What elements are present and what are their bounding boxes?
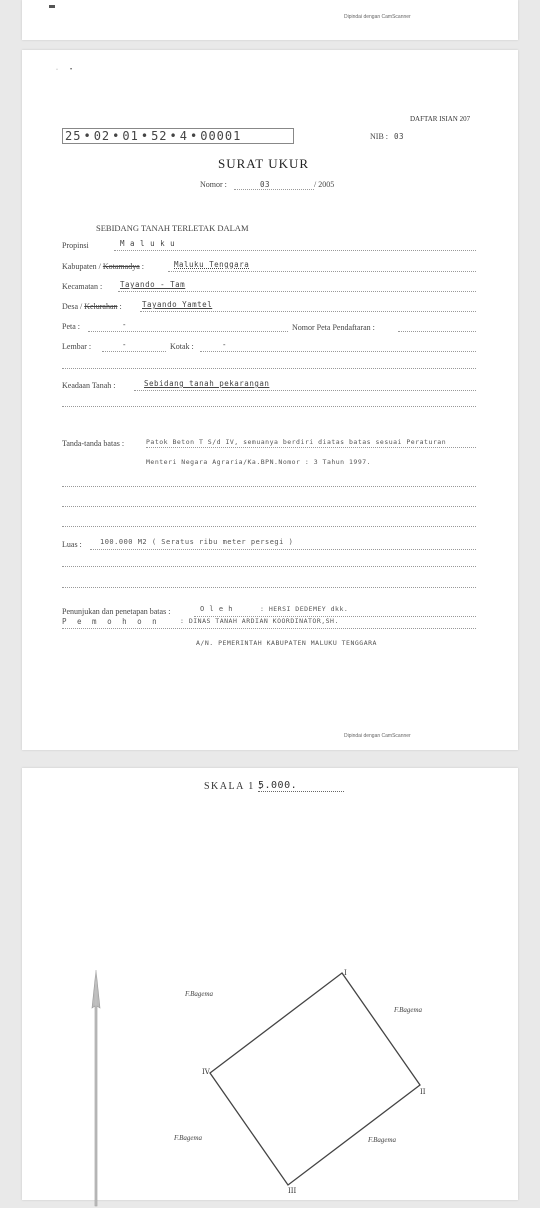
kecamatan-label: Kecamatan :: [62, 282, 103, 291]
tanda-batas-value-line1: Patok Beton T S/d IV, semuanya berdiri diatas batas sesuai Peraturan: [146, 438, 447, 446]
section-title: SEBIDANG TANAH TERLETAK DALAM: [96, 223, 249, 233]
document-title: SURAT UKUR: [218, 156, 310, 171]
desa-label: Desa / Kelurahan :: [62, 302, 122, 311]
tanda-batas-value-line2: Menteri Negara Agraria/Ka.BPN.Nomor : 3 Tahun 1997.: [146, 458, 372, 466]
corner-label-2: II: [420, 1088, 426, 1096]
tanda-batas-label: Tanda-tanda batas :: [62, 439, 125, 448]
pemohon-value: : DINAS TANAH ARDIAN KOORDINATOR,SH.: [180, 617, 339, 625]
kotak-label: Kotak :: [170, 342, 194, 351]
scan-watermark: Dipindai dengan CamScanner: [344, 733, 411, 739]
nomor-label: Nomor :: [200, 180, 227, 189]
propinsi-label: Propinsi: [62, 241, 89, 250]
skala-label: SKALA 1 :: [204, 781, 264, 792]
pemohon-label: P e m o h o n: [62, 617, 160, 626]
nomor-year: / 2005: [314, 180, 335, 189]
pemohon-value-line2: A/N. PEMERINTAH KABUPATEN MALUKU TENGGARA: [196, 639, 377, 647]
scan-watermark: Dipindai dengan CamScanner: [344, 14, 411, 20]
form-code: DAFTAR ISIAN 207: [410, 115, 471, 123]
previous-page: [22, 0, 518, 40]
scan-artifact-dots: · •: [56, 67, 73, 73]
corner-label-1: I: [344, 969, 347, 977]
lembar-label: Lembar :: [62, 342, 92, 351]
kotak-value: -: [222, 340, 228, 349]
lembar-value: -: [122, 340, 128, 349]
sketch-page: [22, 768, 518, 1200]
kabupaten-label: Kabupaten / Kotamadya :: [62, 262, 144, 271]
luas-label: Luas :: [62, 540, 82, 549]
keadaan-value: Sebidang tanah pekarangan: [144, 379, 270, 388]
nib-label: NIB :: [370, 132, 388, 141]
corner-label-3: III: [288, 1187, 297, 1195]
corner-label-4: IV: [202, 1068, 210, 1076]
luas-value: 100.000 M2 ( Seratus ribu meter persegi ): [100, 538, 294, 546]
propinsi-value: M a l u k u: [120, 239, 176, 248]
kecamatan-value: Tayando - Tam: [120, 280, 186, 289]
penunjukan-value: O l e h: [200, 605, 234, 613]
kabupaten-value: Maluku Tenggara: [174, 260, 250, 269]
neighbor-southeast: F.Bagema: [368, 1136, 397, 1144]
nomor-peta-label: Nomor Peta Pendaftaran :: [292, 323, 375, 332]
north-arrow-icon: [82, 968, 110, 1208]
desa-value: Tayando Yamtel: [142, 300, 213, 309]
nib-digit-box: 25 • 02 • 01 • 52 • 4 • 00001: [62, 128, 294, 144]
penunjukan-label: Penunjukan dan penetapan batas :: [62, 607, 171, 616]
neighbor-southwest: F.Bagema: [174, 1134, 203, 1142]
skala-value: 5.000.: [258, 780, 344, 792]
keadaan-label: Keadaan Tanah :: [62, 381, 116, 390]
peta-value: -: [122, 320, 128, 329]
form-page: [22, 50, 518, 750]
penunjukan-name: : HERSI DEDEMEY dkk.: [260, 605, 349, 613]
nomor-value: 03: [260, 180, 271, 189]
neighbor-north: F.Bagema: [185, 990, 214, 998]
peta-label: Peta :: [62, 322, 80, 331]
neighbor-east: F.Bagema: [394, 1006, 423, 1014]
nib-value: 03: [394, 132, 405, 141]
scan-artifact: [49, 5, 55, 8]
